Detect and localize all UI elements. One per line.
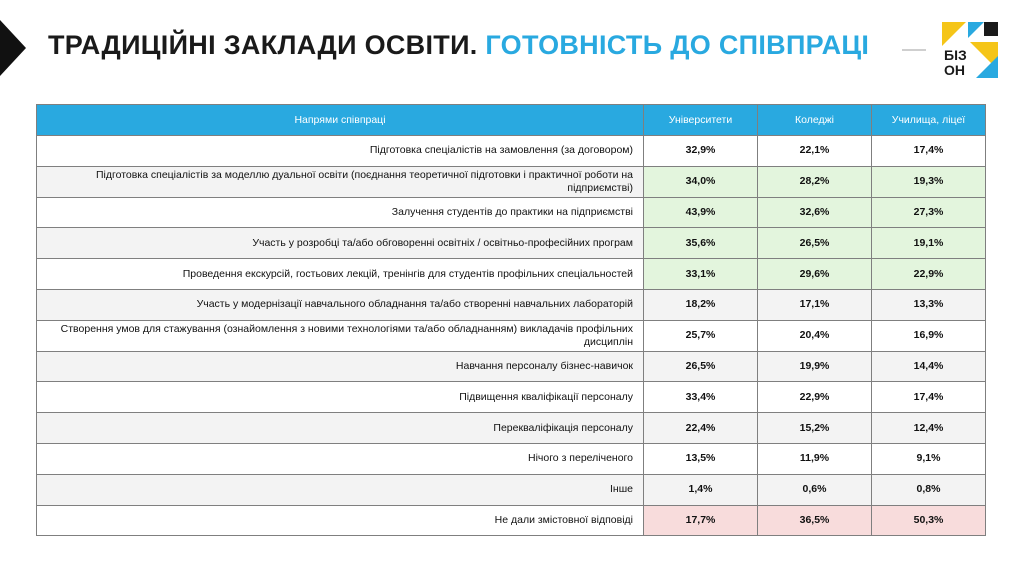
title-part-highlight: ГОТОВНІСТЬ ДО СПІВПРАЦІ: [485, 30, 870, 60]
row-label: Проведення екскурсій, гостьових лекцій, тренінгів для студентів профільних спеціальностей: [37, 259, 644, 290]
table-row: [37, 197, 986, 228]
logo-text-line2: ОН: [944, 62, 965, 78]
value-universities: 18,2%: [644, 289, 758, 320]
value-universities: 32,9%: [644, 136, 758, 167]
value-colleges: 29,6%: [758, 259, 872, 290]
table-row: [37, 351, 986, 382]
value-schools: 17,4%: [872, 136, 986, 167]
value-schools: 19,1%: [872, 228, 986, 259]
value-colleges: 11,9%: [758, 443, 872, 474]
value-universities: 22,4%: [644, 413, 758, 444]
row-label: Участь у розробці та/або обговоренні освітніх / освітньо-професійних програм: [37, 228, 644, 259]
table-row: [37, 413, 986, 444]
value-schools: 16,9%: [872, 320, 986, 351]
row-label: Підготовка спеціалістів за моделлю дуальної освіти (поєднання теоретичної підготовки і практичної роботи на підприємстві): [37, 166, 644, 197]
table-row: [37, 289, 986, 320]
value-colleges: 0,6%: [758, 474, 872, 505]
value-universities: 1,4%: [644, 474, 758, 505]
value-universities: 33,4%: [644, 382, 758, 413]
value-schools: 19,3%: [872, 166, 986, 197]
value-colleges: 20,4%: [758, 320, 872, 351]
logo-text-line1: БІЗ: [944, 47, 967, 63]
column-header-directions: Напрями співпраці: [37, 105, 644, 136]
cooperation-table: [36, 104, 986, 536]
row-label: Залучення студентів до практики на підприємстві: [37, 197, 644, 228]
table-row: [37, 443, 986, 474]
value-schools: 17,4%: [872, 382, 986, 413]
row-label: Створення умов для стажування (ознайомлення з новими технологіями та/або обладнанням) викладачів профільних дисциплін: [37, 320, 644, 351]
table-row: [37, 382, 986, 413]
value-schools: 50,3%: [872, 505, 986, 536]
row-label: Нічого з переліченого: [37, 443, 644, 474]
row-label: Не дали змістовної відповіді: [37, 505, 644, 536]
table-row: [37, 320, 986, 351]
table-header-row: [37, 105, 986, 136]
value-schools: 27,3%: [872, 197, 986, 228]
value-colleges: 19,9%: [758, 351, 872, 382]
row-label: Підготовка спеціалістів на замовлення (за договором): [37, 136, 644, 167]
table-row: [37, 505, 986, 536]
column-header-schools: Училища, ліцеї: [872, 105, 986, 136]
table-row: [37, 228, 986, 259]
value-schools: 13,3%: [872, 289, 986, 320]
value-colleges: 17,1%: [758, 289, 872, 320]
title-part-main: ТРАДИЦІЙНІ ЗАКЛАДИ ОСВІТИ.: [48, 30, 478, 60]
row-label: Перекваліфікація персоналу: [37, 413, 644, 444]
value-schools: 0,8%: [872, 474, 986, 505]
title-divider: [902, 49, 926, 51]
value-universities: 17,7%: [644, 505, 758, 536]
table-row: [37, 166, 986, 197]
value-universities: 43,9%: [644, 197, 758, 228]
value-universities: 25,7%: [644, 320, 758, 351]
value-colleges: 26,5%: [758, 228, 872, 259]
row-label: Участь у модернізації навчального обладнання та/або створенні навчальних лабораторій: [37, 289, 644, 320]
value-universities: 34,0%: [644, 166, 758, 197]
column-header-colleges: Коледжі: [758, 105, 872, 136]
row-label: Підвищення кваліфікації персоналу: [37, 382, 644, 413]
row-label: Навчання персоналу бізнес-навичок: [37, 351, 644, 382]
value-universities: 26,5%: [644, 351, 758, 382]
value-schools: 12,4%: [872, 413, 986, 444]
value-universities: 35,6%: [644, 228, 758, 259]
value-colleges: 22,1%: [758, 136, 872, 167]
value-schools: 9,1%: [872, 443, 986, 474]
table-row: [37, 259, 986, 290]
value-universities: 33,1%: [644, 259, 758, 290]
table-row: [37, 136, 986, 167]
value-universities: 13,5%: [644, 443, 758, 474]
value-colleges: 36,5%: [758, 505, 872, 536]
value-colleges: 32,6%: [758, 197, 872, 228]
table-row: [37, 474, 986, 505]
row-label: Інше: [37, 474, 644, 505]
bizon-logo: [940, 20, 1000, 80]
value-schools: 22,9%: [872, 259, 986, 290]
value-colleges: 22,9%: [758, 382, 872, 413]
corner-arrow-decoration: [0, 20, 26, 76]
page-title: [48, 30, 869, 61]
value-schools: 14,4%: [872, 351, 986, 382]
value-colleges: 15,2%: [758, 413, 872, 444]
column-header-universities: Університети: [644, 105, 758, 136]
value-colleges: 28,2%: [758, 166, 872, 197]
